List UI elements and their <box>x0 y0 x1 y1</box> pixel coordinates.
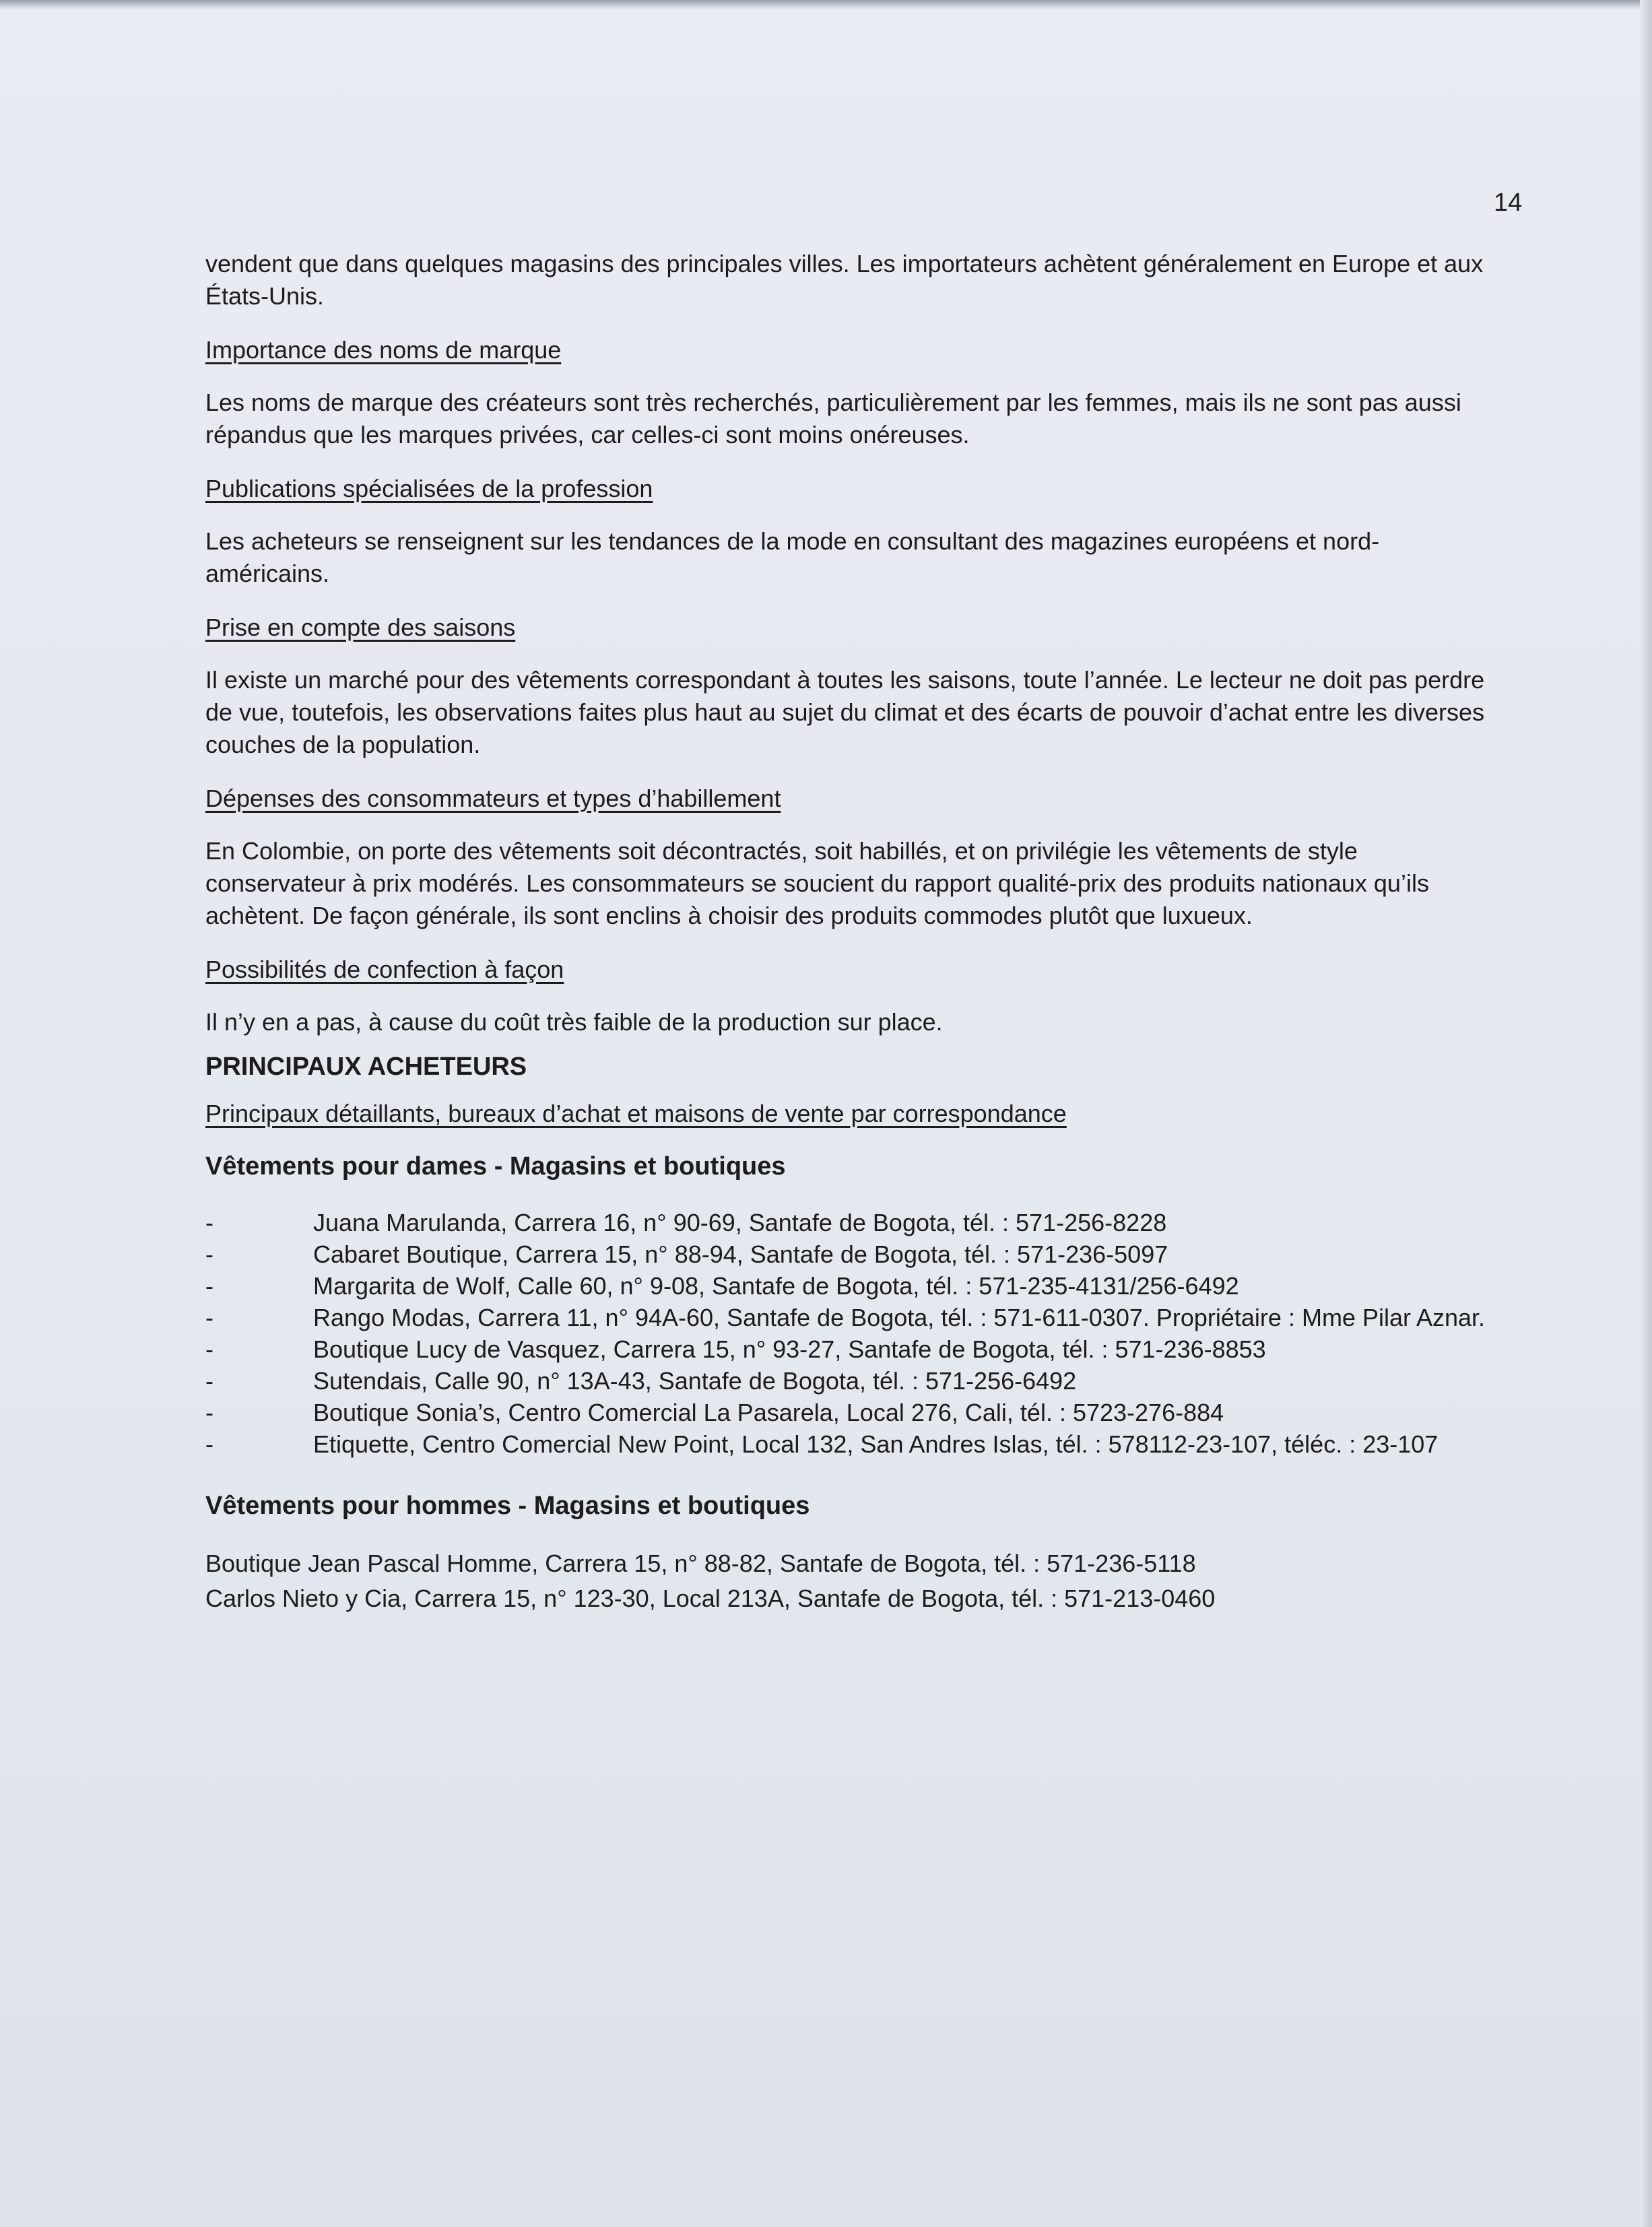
section-text-seasons: Il existe un marché pour des vêtements correspondant à toutes les saisons, toute l’année. Le lecteur ne doit pas perdre de vue, toutefois, les observations faites plus haut au sujet du climat et des écarts de pouvoir d’achat entre les diverses couches de la population. <box>205 666 1485 758</box>
page-top-edge <box>0 0 1652 9</box>
section-text-publications: Les acheteurs se renseignent sur les tendances de la mode en consultant des magazines européens et nord-américains. <box>205 527 1380 587</box>
page-right-edge <box>1640 0 1652 2227</box>
list-item-text: Cabaret Boutique, Carrera 15, n° 88-94, Santafe de Bogota, tél. : 571-236-5097 <box>313 1240 1168 1268</box>
list-item-text: Margarita de Wolf, Calle 60, n° 9-08, Santafe de Bogota, tél. : 571-235-4131/256-6492 <box>313 1272 1239 1300</box>
list-item <box>205 1302 1492 1333</box>
section-heading-brand-names: Importance des noms de marque <box>205 336 562 364</box>
list-item <box>205 1207 1492 1238</box>
list-dash: - <box>205 1304 213 1331</box>
men-stores-title: Vêtements pour hommes - Magasins et boutiques <box>205 1492 810 1520</box>
list-item <box>205 1365 1492 1397</box>
list-item <box>205 1397 1492 1428</box>
list-item: Boutique Jean Pascal Homme, Carrera 15, n° 88-82, Santafe de Bogota, tél. : 571-236-5118 <box>205 1550 1196 1577</box>
section-text-consumer-spending: En Colombie, on porte des vêtements soit décontractés, soit habillés, et on privilégie les vêtements de style conservateur à prix modérés. Les consommateurs se soucient du rapport qualité-prix des produits nationaux qu’ils achètent. De façon générale, ils sont enclins à choisir des produits commodes plutôt que luxueux. <box>205 837 1429 929</box>
list-dash: - <box>205 1209 213 1236</box>
intro-paragraph: vendent que dans quelques magasins des principales villes. Les importateurs achètent généralement en Europe et aux États-Unis. <box>205 250 1484 310</box>
list-item-text: Juana Marulanda, Carrera 16, n° 90-69, Santafe de Bogota, tél. : 571-256-8228 <box>313 1209 1167 1236</box>
list-item <box>205 1270 1492 1302</box>
list-dash: - <box>205 1240 213 1268</box>
list-dash: - <box>205 1399 213 1426</box>
list-item <box>205 1238 1492 1270</box>
list-item-text: Boutique Lucy de Vasquez, Carrera 15, n° 93-27, Santafe de Bogota, tél. : 571-236-8853 <box>313 1335 1266 1363</box>
buyers-heading: Principaux détaillants, bureaux d’achat et maisons de vente par correspondance <box>205 1100 1067 1127</box>
women-stores-title: Vêtements pour dames - Magasins et boutiques <box>205 1152 786 1181</box>
list-item-text: Boutique Sonia’s, Centro Comercial La Pasarela, Local 276, Cali, tél. : 5723-276-884 <box>313 1399 1224 1426</box>
section-text-brand-names: Les noms de marque des créateurs sont très recherchés, particulièrement par les femmes, mais ils ne sont pas aussi répandus que les marques privées, car celles-ci sont moins onéreuses. <box>205 389 1461 448</box>
list-dash: - <box>205 1335 213 1363</box>
section-heading-custom-tailoring: Possibilités de confection à façon <box>205 956 564 983</box>
buyers-title: PRINCIPAUX ACHETEURS <box>205 1053 527 1081</box>
list-dash: - <box>205 1367 213 1395</box>
women-stores-list <box>205 1207 1492 1460</box>
list-item-text: Rango Modas, Carrera 11, n° 94A-60, Santafe de Bogota, tél. : 571-611-0307. Propriétaire : Mme Pilar Aznar. <box>313 1304 1486 1331</box>
page-number: 14 <box>1494 189 1523 217</box>
section-heading-consumer-spending: Dépenses des consommateurs et types d’habillement <box>205 785 781 812</box>
list-item: Carlos Nieto y Cia, Carrera 15, n° 123-30, Local 213A, Santafe de Bogota, tél. : 571-213-0460 <box>205 1585 1216 1612</box>
list-item-text: Sutendais, Calle 90, n° 13A-43, Santafe de Bogota, tél. : 571-256-6492 <box>313 1367 1077 1395</box>
section-text-custom-tailoring: Il n’y en a pas, à cause du coût très faible de la production sur place. <box>205 1008 943 1036</box>
list-dash: - <box>205 1430 213 1458</box>
list-item <box>205 1428 1492 1460</box>
list-item-text: Etiquette, Centro Comercial New Point, Local 132, San Andres Islas, tél. : 578112-23-107, téléc. : 23-107 <box>313 1430 1439 1458</box>
list-dash: - <box>205 1272 213 1300</box>
page-content <box>205 248 1492 1616</box>
list-item <box>205 1333 1492 1365</box>
section-heading-seasons: Prise en compte des saisons <box>205 613 516 641</box>
men-stores-list <box>205 1546 1492 1616</box>
section-heading-publications: Publications spécialisées de la profession <box>205 475 653 502</box>
